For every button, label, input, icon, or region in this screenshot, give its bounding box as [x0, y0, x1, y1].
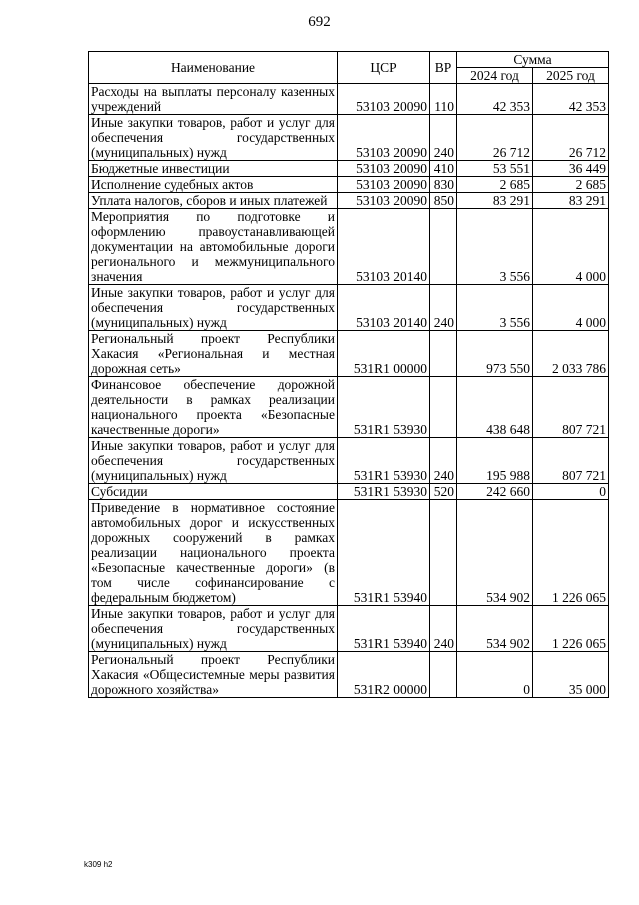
footer-code: k309 h2: [84, 860, 113, 869]
cell-amount-2025: 42 353: [533, 84, 609, 115]
cell-vr: [430, 331, 457, 377]
cell-amount-2024: 2 685: [457, 177, 533, 193]
cell-vr: 410: [430, 161, 457, 177]
cell-vr: 240: [430, 285, 457, 331]
cell-csr: 53103 20090: [338, 193, 430, 209]
cell-amount-2025: 807 721: [533, 438, 609, 484]
cell-amount-2025: 807 721: [533, 377, 609, 438]
cell-amount-2025: 26 712: [533, 115, 609, 161]
table-row: [89, 193, 609, 209]
cell-csr: 53103 20090: [338, 84, 430, 115]
cell-amount-2024: 42 353: [457, 84, 533, 115]
header-sum: Сумма: [457, 52, 609, 68]
cell-amount-2024: 26 712: [457, 115, 533, 161]
header-csr: ЦСР: [338, 52, 430, 84]
cell-vr: 240: [430, 438, 457, 484]
cell-amount-2025: 36 449: [533, 161, 609, 177]
cell-csr: 531R1 53940: [338, 500, 430, 606]
cell-name: Уплата налогов, сборов и иных платежей: [89, 193, 338, 209]
cell-name: Иные закупки товаров, работ и услуг для обеспечения государственных (муниципальных) нужд: [89, 115, 338, 161]
cell-name: Региональный проект Республики Хакасия «Общесистемные меры развития дорожного хозяйства»: [89, 652, 338, 698]
cell-csr: 531R1 53930: [338, 377, 430, 438]
cell-name: Приведение в нормативное состояние автомобильных дорог и искусственных дорожных сооружений в рамках реализации национального проекта «Безопасные качественные дороги» (в том числе софинансирование с федеральным бюджетом): [89, 500, 338, 606]
cell-vr: 110: [430, 84, 457, 115]
cell-vr: [430, 652, 457, 698]
cell-amount-2024: 53 551: [457, 161, 533, 177]
cell-amount-2025: 83 291: [533, 193, 609, 209]
table-row: [89, 377, 609, 438]
table-row: [89, 500, 609, 606]
table-row: [89, 209, 609, 285]
cell-amount-2024: 3 556: [457, 209, 533, 285]
header-year-2024: 2024 год: [457, 68, 533, 84]
cell-name: Финансовое обеспечение дорожной деятельности в рамках реализации национального проекта «Безопасные качественные дороги»: [89, 377, 338, 438]
table-row: [89, 606, 609, 652]
cell-csr: 53103 20140: [338, 285, 430, 331]
cell-name: Исполнение судебных актов: [89, 177, 338, 193]
cell-name: Расходы на выплаты персоналу казенных учреждений: [89, 84, 338, 115]
table-row: [89, 177, 609, 193]
cell-amount-2025: 0: [533, 484, 609, 500]
cell-amount-2024: 195 988: [457, 438, 533, 484]
cell-csr: 53103 20090: [338, 115, 430, 161]
cell-vr: [430, 377, 457, 438]
cell-amount-2024: 0: [457, 652, 533, 698]
table-row: [89, 84, 609, 115]
table-row: [89, 115, 609, 161]
cell-name: Иные закупки товаров, работ и услуг для обеспечения государственных (муниципальных) нужд: [89, 285, 338, 331]
table-header: [89, 52, 609, 84]
cell-amount-2024: 83 291: [457, 193, 533, 209]
cell-amount-2024: 534 902: [457, 500, 533, 606]
cell-amount-2025: 1 226 065: [533, 606, 609, 652]
cell-amount-2024: 973 550: [457, 331, 533, 377]
cell-amount-2025: 2 685: [533, 177, 609, 193]
cell-amount-2025: 4 000: [533, 209, 609, 285]
cell-csr: 531R1 00000: [338, 331, 430, 377]
cell-amount-2025: 4 000: [533, 285, 609, 331]
cell-amount-2024: 438 648: [457, 377, 533, 438]
budget-table: [88, 51, 609, 698]
cell-csr: 531R1 53940: [338, 606, 430, 652]
cell-vr: 850: [430, 193, 457, 209]
table-row: [89, 161, 609, 177]
cell-csr: 53103 20090: [338, 161, 430, 177]
cell-amount-2025: 2 033 786: [533, 331, 609, 377]
cell-amount-2025: 1 226 065: [533, 500, 609, 606]
cell-vr: [430, 500, 457, 606]
cell-vr: [430, 209, 457, 285]
cell-name: Субсидии: [89, 484, 338, 500]
page-number: 692: [308, 14, 331, 30]
cell-amount-2024: 3 556: [457, 285, 533, 331]
cell-vr: 830: [430, 177, 457, 193]
table-row: [89, 331, 609, 377]
cell-csr: 531R1 53930: [338, 438, 430, 484]
cell-csr: 531R2 00000: [338, 652, 430, 698]
table-body: [89, 84, 609, 698]
table-row: [89, 285, 609, 331]
header-vr: ВР: [430, 52, 457, 84]
header-name: Наименование: [89, 52, 338, 84]
cell-vr: 520: [430, 484, 457, 500]
cell-csr: 53103 20090: [338, 177, 430, 193]
cell-amount-2025: 35 000: [533, 652, 609, 698]
cell-amount-2024: 534 902: [457, 606, 533, 652]
cell-amount-2024: 242 660: [457, 484, 533, 500]
table-row: [89, 438, 609, 484]
cell-csr: 53103 20140: [338, 209, 430, 285]
header-year-2025: 2025 год: [533, 68, 609, 84]
cell-name: Региональный проект Республики Хакасия «Региональная и местная дорожная сеть»: [89, 331, 338, 377]
cell-csr: 531R1 53930: [338, 484, 430, 500]
cell-name: Иные закупки товаров, работ и услуг для обеспечения государственных (муниципальных) нужд: [89, 438, 338, 484]
cell-name: Бюджетные инвестиции: [89, 161, 338, 177]
table-row: [89, 484, 609, 500]
cell-vr: 240: [430, 115, 457, 161]
table-row: [89, 652, 609, 698]
cell-name: Иные закупки товаров, работ и услуг для обеспечения государственных (муниципальных) нужд: [89, 606, 338, 652]
cell-vr: 240: [430, 606, 457, 652]
cell-name: Мероприятия по подготовке и оформлению правоустанавливающей документации на автомобильные дороги регионального и межмуниципального значения: [89, 209, 338, 285]
